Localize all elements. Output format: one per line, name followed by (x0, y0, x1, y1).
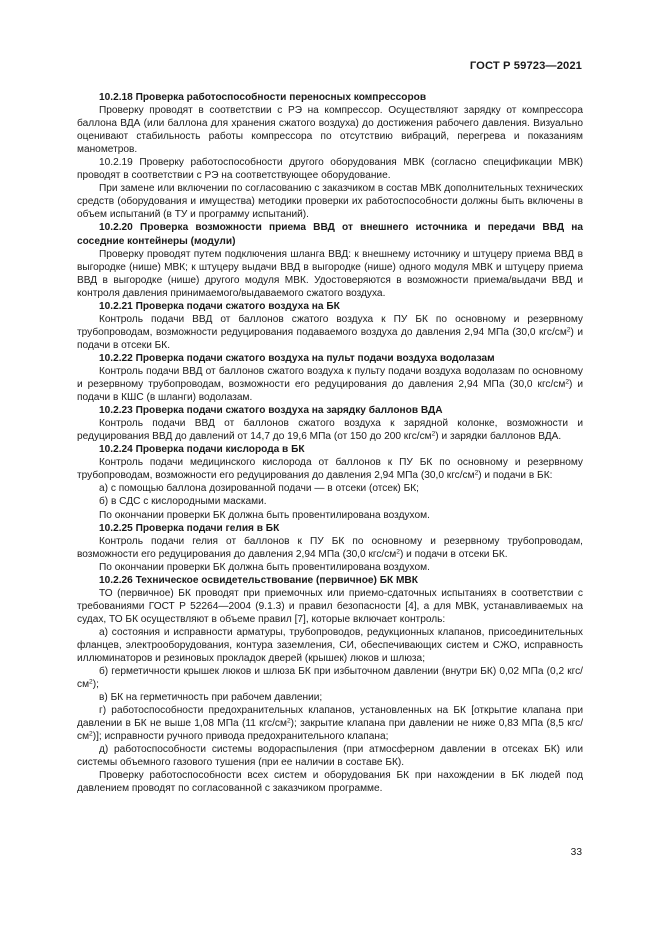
section-heading: 10.2.21 Проверка подачи сжатого воздуха на БК (99, 300, 340, 312)
document-body (77, 91, 583, 796)
paragraph: г) работоспособности предохранительных клапанов, установленных на БК [открытие клапана при давлении в БК не выше 1,08 МПа (11 кгс/$см^2$); закрытие клапана при давлении не ниже 0,83 МПа (8,5 кгс/$см^2$)]; исправности ручного привода предохранительного клапана; (77, 705, 584, 743)
paragraph: Проверку работоспособности всех систем и оборудования БК при нахождении в БК людей под давлением проводят по согласованной с заказчиком программе. (77, 770, 583, 795)
paragraph: б) герметичности крышек люков и шлюза БК при избыточном давлении (внутри БК) 0,02 МПа (0,2 кгс/$см^2$); (77, 666, 583, 691)
paragraph: Контроль подачи ВВД от баллонов сжатого воздуха к зарядной колонке, возможности и редуцирования ВВД до давлений от 14,7 до 19,6 МПа (от 150 до 200 кгс/$см^2$) и зарядки баллонов ВДА. (77, 418, 583, 443)
section-heading: 10.2.26 Техническое освидетельствование (первичное) БК МВК (99, 574, 418, 586)
section-heading: 10.2.18 Проверка работоспособности переносных компрессоров (99, 92, 427, 103)
paragraph: При замене или включении по согласованию с заказчиком в состав МВК дополнительных технических средств (оборудования и имущества) методики проверки их работоспособности должны быть включены в объем испытаний (в ТУ и программу испытаний). (77, 183, 583, 221)
section-heading: 10.2.24 Проверка подачи кислорода в БК (99, 444, 305, 456)
paragraph: Контроль подачи гелия от баллонов к ПУ БК по основному и резервному трубопроводам, возможности его редуцирования до давления 2,94 МПа (30,0 кгс/$см^2$) и подачи в отсеки БК. (77, 535, 583, 560)
paragraph: б) в СДС с кислородными масками. (99, 496, 267, 508)
paragraph: д) работоспособности системы водораспыления (при атмосферном давлении в отсеках БК) или системы объемного газового тушения (при ее наличии в составе БК). (77, 744, 583, 769)
paragraph: а) с помощью баллона дозированной подачи — в отсеки (отсек) БК; (99, 483, 419, 495)
standard-id: ГОСТ Р 59723—2021 (469, 60, 582, 72)
paragraph: Проверку проводят в соответствии с РЭ на компрессор. Осуществляют зарядку от компрессора баллона ВДА (или баллона для хранения сжатого воздуха) до достижения рабочего давления. Визуально оценивают стабильность работы компрессора по отсутствию вибраций, перегрева и показаниям манометров. (77, 105, 583, 156)
section-heading: 10.2.20 Проверка возможности приема ВВД от внешнего источника и передачи ВВД на соседние контейнеры (модули) (77, 222, 583, 247)
section-heading: 10.2.23 Проверка подачи сжатого воздуха на зарядку баллонов ВДА (99, 405, 443, 417)
paragraph: в) БК на герметичность при рабочем давлении; (99, 692, 323, 704)
paragraph: а) состояния и исправности арматуры, трубопроводов, редукционных клапанов, присоединительных фланцев, электрооборудования, контура заземления, СИ, обеспечивающих систем и СЖО, исправность иллюминаторов и резиновых прокладок дверей (крышек) люков и шлюза; (77, 626, 583, 665)
paragraph: Контроль подачи ВВД от баллонов сжатого воздуха к пульту подачи воздуха водолазам по основному и резервному трубопроводам, возможности его редуцирования до давления 2,94 МПа (30,0 кгс/$см^2$) и подачи в КШС (в шланги) водолазам. (77, 365, 583, 404)
paragraph: Контроль подачи ВВД от баллонов сжатого воздуха к ПУ БК по основному и резервному трубопроводам, возможности редуцирования подаваемого воздуха до давления 2,94 МПа (30,0 кгс/$см^2$) и подачи в отсеки БК. (77, 313, 583, 351)
section-heading: 10.2.25 Проверка подачи гелия в БК (99, 522, 280, 534)
paragraph: ТО (первичное) БК проводят при приемочных или приемо-сдаточных испытаниях в соответствии с требованиями ГОСТ Р 52264—2004 (9.1.3) и правил безопасности [4], а для МВК, устанавливаемых на судах, ТО БК осуществляют в объеме правил [7], которые включает контроль: (77, 587, 583, 625)
paragraph: По окончании проверки БК должна быть провентилирована воздухом. (99, 509, 430, 521)
section-heading: 10.2.22 Проверка подачи сжатого воздуха на пульт подачи воздуха водолазам (99, 352, 495, 364)
paragraph: По окончании проверки БК должна быть провентилирована воздухом. (99, 561, 430, 573)
paragraph: Контроль подачи медицинского кислорода от баллонов к ПУ БК по основному и резервному трубопроводам, возможности его редуцирования до давления 2,94 МПа (30,0 кгс/$см^2$) и подачи в БК: (77, 457, 583, 482)
paragraph: Проверку проводят путем подключения шланга ВВД: к внешнему источнику и штуцеру приема ВВД в выгородке (нише) МВК; к штуцеру выдачи ВВД в выгородке (нише) одного модуля МВК и штуцеру приема ВВД в выгородке (нише) другого модуля МВК. Удостоверяются в возможности приема/выдачи ВВД и контроля давления принимаемого/выдаваемого сжатого воздуха. (77, 248, 583, 299)
paragraph: 10.2.19 Проверку работоспособности другого оборудования МВК (согласно спецификации МВК) проводят в соответствии с РЭ на соответствующее оборудование. (77, 157, 583, 182)
page-number: 33 (570, 847, 582, 858)
